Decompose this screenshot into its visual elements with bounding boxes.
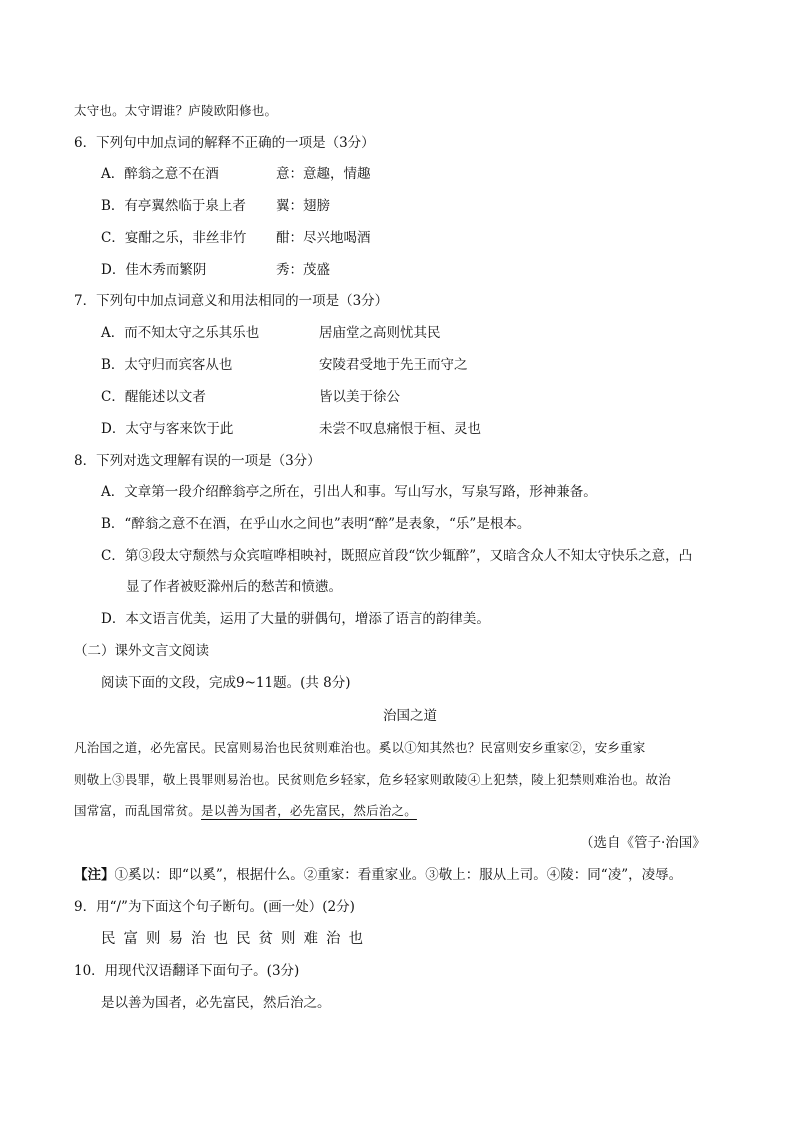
passage-underlined-sentence: 是以善为国者，必先富民，然后治之。 — [201, 803, 417, 818]
q7-option-a: A．而不知太守之乐其乐也 — [101, 325, 260, 341]
q9-stem: 9．用“/”为下面这个句子断句。(画一处）(2分) — [74, 899, 355, 915]
q8-option-a: A．文章第一段介绍醉翁亭之所在，引出人和事。写山写水，写泉写路，形神兼备。 — [101, 484, 597, 500]
q6-stem: 6．下列句中加点词的解释不正确的一项是（3分） — [74, 135, 375, 151]
passage-line-1: 凡治国之道，必先富民。民富则易治也民贫则难治也。奚以①知其然也？民富则安乡重家②，安乡重家 — [74, 740, 646, 755]
q6-option-d: D．佳木秀而繁阴 — [101, 262, 207, 278]
q6-option-c-gloss: 酣：尽兴地喝酒 — [276, 230, 371, 246]
q6-option-a: A．醉翁之意不在酒 — [101, 166, 219, 182]
q10-stem: 10．用现代汉语翻译下面句子。(3分) — [74, 963, 300, 979]
section2-intro: 阅读下面的文段，完成9~11题。(共 8分) — [101, 675, 351, 691]
q6-option-b-gloss: 翼：翅膀 — [276, 198, 330, 214]
annotation-note — [74, 865, 682, 885]
section2-heading: （二）课外文言文阅读 — [74, 643, 209, 659]
q8-stem: 8．下列对选文理解有误的一项是（3分） — [74, 453, 321, 469]
q6-option-b: B．有亭翼然临于泉上者 — [101, 198, 246, 214]
q8-option-c-line2: 显了作者被贬滁州后的愁苦和愤懑。 — [126, 579, 342, 595]
passage-title: 治国之道 — [383, 708, 437, 724]
q6-option-d-gloss: 秀：茂盛 — [276, 262, 330, 278]
q7-option-b: B．太守归而宾客从也 — [101, 357, 233, 373]
passage-source: （选自《管子·治国》 — [580, 835, 706, 851]
q6-option-c: C．宴酣之乐，非丝非竹 — [101, 230, 247, 246]
q6-option-a-gloss: 意：意趣，情趣 — [276, 166, 371, 182]
passage-line-3-plain: 国常富，而乱国常贫。 — [74, 803, 202, 818]
passage-line-3 — [74, 801, 417, 821]
q7-option-d-pair: 未尝不叹息痛恨于桓、灵也 — [319, 421, 481, 437]
q10-sentence: 是以善为国者，必先富民，然后治之。 — [101, 995, 331, 1011]
q7-option-a-pair: 居庙堂之高则忧其民 — [319, 325, 441, 341]
q9-sentence: 民富则易治也民贫则难治也 — [101, 931, 371, 947]
q8-option-c-line1: C．第③段太守颓然与众宾喧哗相映衬，既照应首段“饮少辄醉”，又暗含众人不知太守快乐之意，凸 — [101, 548, 693, 564]
q7-stem: 7．下列句中加点词意义和用法相同的一项是（3分） — [74, 293, 389, 309]
note-text: ①奚以：即“以奚”，根据什么。②重家：看重家业。③敬上：服从上司。④陵：同“凌”，凌辱。 — [114, 867, 683, 883]
q7-option-d: D．太守与客来饮于此 — [101, 421, 234, 437]
q7-option-c: C．醒能述以文者 — [101, 389, 206, 405]
note-label: 【注】 — [74, 867, 115, 883]
q7-option-c-pair: 皆以美于徐公 — [319, 389, 400, 405]
q7-option-b-pair: 安陵君受地于先王而守之 — [319, 357, 468, 373]
q8-option-b: B．“醉翁之意不在酒，在乎山水之间也”表明“醉”是表象，“乐”是根本。 — [101, 516, 531, 532]
passage-ending-line: 太守也。太守谓谁？庐陵欧阳修也。 — [74, 103, 278, 118]
passage-line-2: 则敬上③畏罪，敬上畏罪则易治也。民贫则危乡轻家，危乡轻家则敢陵④上犯禁，陵上犯禁则难治也。故治 — [74, 772, 671, 787]
q8-option-d: D．本文语言优美，运用了大量的骈偶句，增添了语言的韵律美。 — [101, 611, 490, 627]
